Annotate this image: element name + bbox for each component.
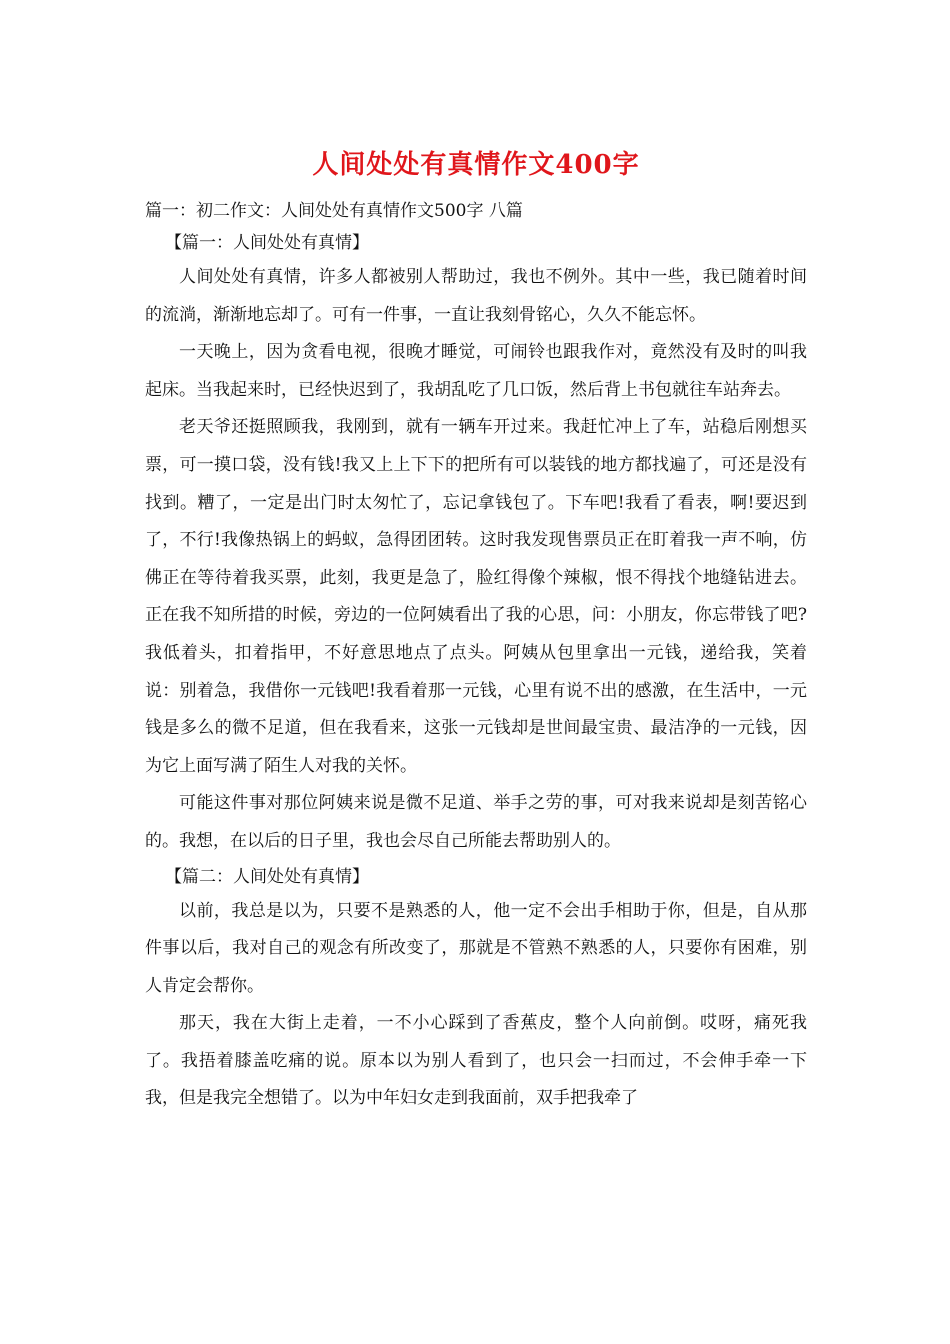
paragraph: 老天爷还挺照顾我，我刚到，就有一辆车开过来。我赶忙冲上了车，站稳后刚想买票，可一摸口袋，没有钱!我又上上下下的把所有可以装钱的地方都找遍了，可还是没有找到。糟了，一定是出门时太匆忙了，忘记拿钱包了。下车吧!我看了看表，啊!要迟到了，不行!我像热锅上的蚂蚁，急得团团转。这时我发现售票员正在盯着我一声不响，仿佛正在等待着我买票，此刻，我更是急了，脸红得像个辣椒，恨不得找个地缝钻进去。正在我不知所措的时候，旁边的一位阿姨看出了我的心思，问：小朋友，你忘带钱了吧?我低着头，扣着指甲，不好意思地点了点头。阿姨从包里拿出一元钱，递给我，笑着说：别着急，我借你一元钱吧!我看着那一元钱，心里有说不出的感激，在生活中，一元钱是多么的微不足道，但在我看来，这张一元钱却是世间最宝贵、最洁净的一元钱，因为它上面写满了陌生人对我的关怀。 [145,417,807,776]
paragraph: 以前，我总是以为，只要不是熟悉的人，他一定不会出手相助于你，但是，自从那件事以后，我对自己的观念有所改变了，那就是不管熟不熟悉的人，只要你有困难，别人肯定会帮你。 [145,900,807,996]
paragraph: 可能这件事对那位阿姨来说是微不足道、举手之劳的事，可对我来说却是刻苦铭心的。我想，在以后的日子里，我也会尽自己所能去帮助别人的。 [145,793,807,851]
section-heading: 【篇二：人间处处有真情】 [165,866,369,887]
paragraph: 那天，我在大街上走着，一不小心踩到了香蕉皮，整个人向前倒。哎呀，痛死我了。我捂着膝盖吃痛的说。原本以为别人看到了，也只会一扫而过，不会伸手牵一下我，但是我完全想错了。以为中年妇女走到我面前，双手把我牵了 [145,1013,807,1109]
section-heading: 【篇一：人间处处有真情】 [165,233,369,253]
paragraph: 一天晚上，因为贪看电视，很晚才睡觉，可闹铃也跟我作对，竟然没有及时的叫我起床。当我起来时，已经快迟到了，我胡乱吃了几口饭，然后背上书包就往车站奔去。 [145,342,807,400]
document-subtitle: 篇一：初二作文：人间处处有真情作文500字 八篇 [145,201,523,221]
section-1 [145,227,807,861]
document-title: 人间处处有真情作文400字 [312,150,640,180]
paragraph: 人间处处有真情，许多人都被别人帮助过，我也不例外。其中一些，我已随着时间的流淌，渐渐地忘却了。可有一件事，一直让我刻骨铭心，久久不能忘怀。 [145,267,807,325]
document-page [145,145,807,1118]
section-2 [145,861,807,1119]
